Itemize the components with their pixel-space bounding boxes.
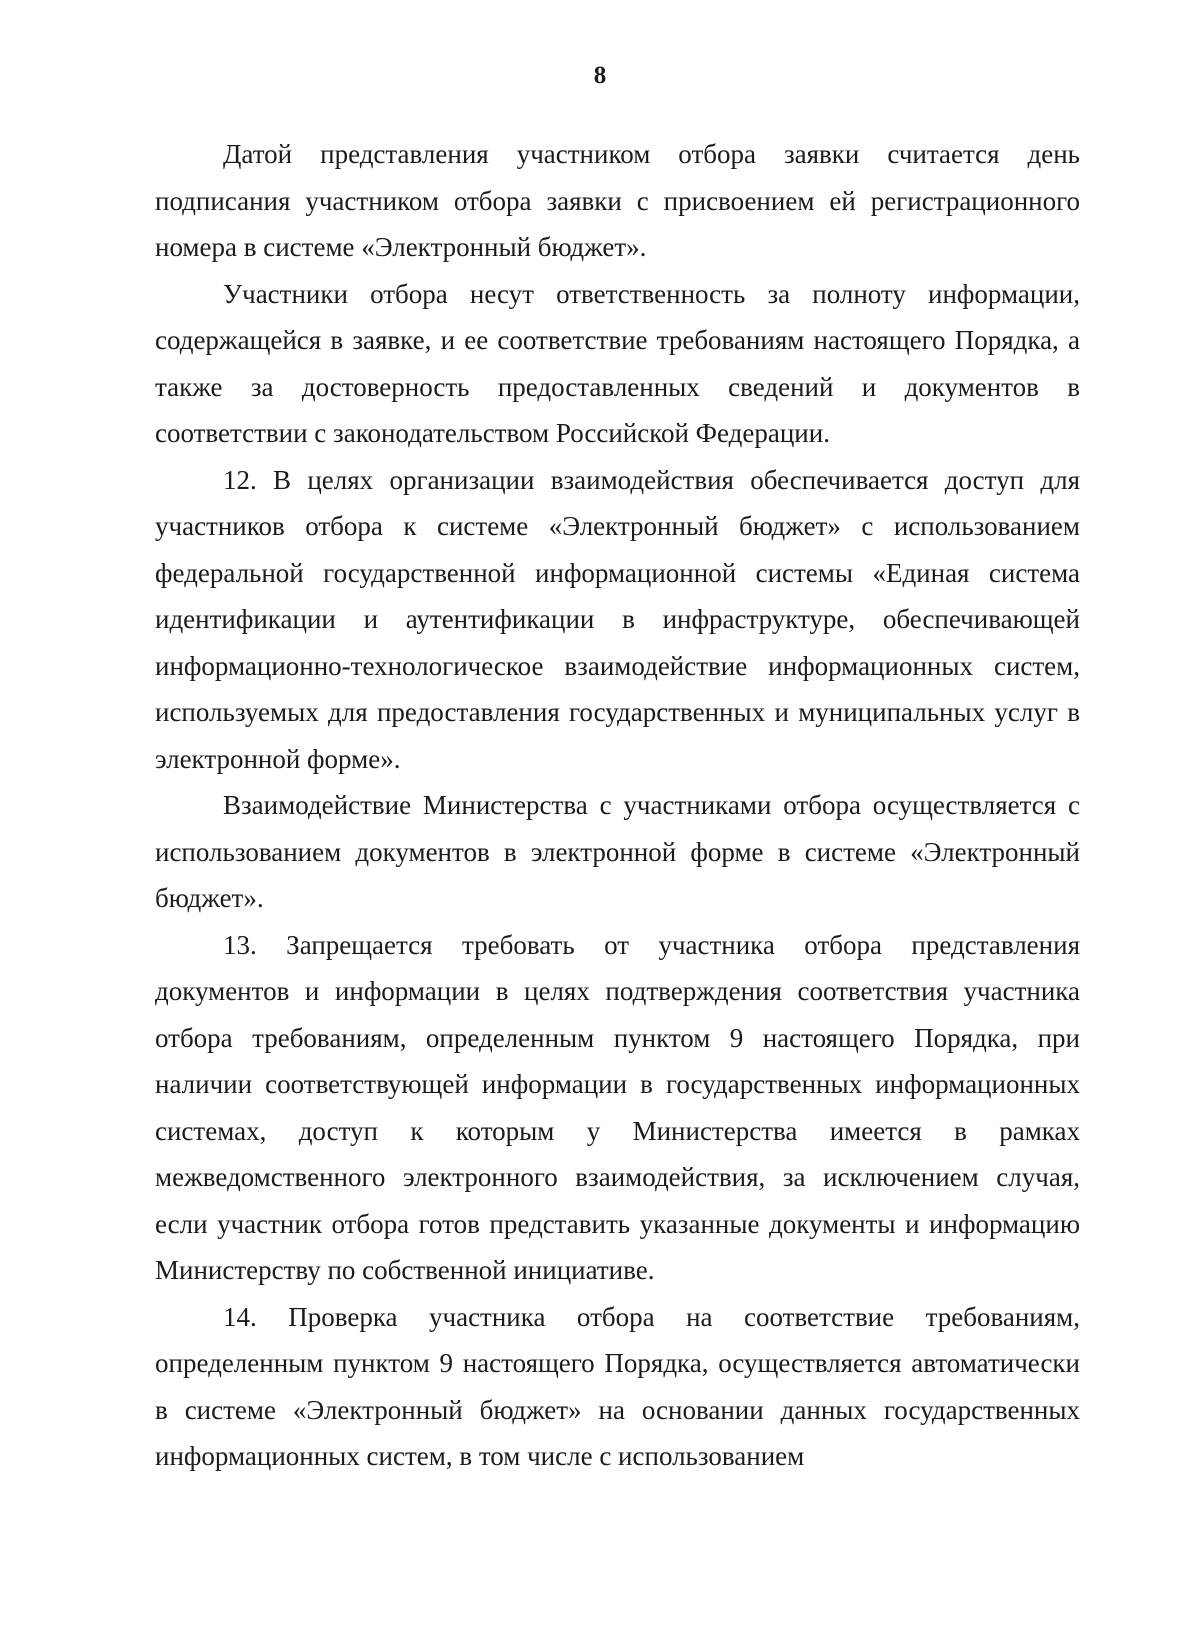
paragraph-participant-responsibility: Участники отбора несут ответственность за полноту информации, содержащейся в заявке, и ее соответствие требованиям настоящего Порядка, а также за достоверность предоставленных сведений и документов в соответствии с законодательством Российской Федерации. [155, 278, 1080, 448]
paragraph-item-12-access: 12. В целях организации взаимодействия обеспечивается доступ для участников отбора к системе «Электронный бюджет» с использованием федеральной государственной информационной системы «Единая система идентификации и аутентификации в инфраструктуре, обеспечивающей информационно-технологическое взаимодействие информационных систем, используемых для предоставления государственных и муниципальных услуг в электронной форме». [155, 464, 1080, 774]
paragraph-item-14-verification: 14. Проверка участника отбора на соответствие требованиям, определенным пунктом 9 настоящего Порядка, осуществляется автоматически в системе «Электронный бюджет» на основании данных государственных информационных систем, в том числе с использованием [155, 1301, 1080, 1471]
paragraph-submission-date: Датой представления участником отбора заявки считается день подписания участником отбора заявки с присвоением ей регистрационного номера в системе «Электронный бюджет». [155, 139, 1080, 262]
paragraph-ministry-interaction: Взаимодействие Министерства с участниками отбора осуществляется с использованием документов в электронной форме в системе «Электронный бюджет». [155, 790, 1080, 913]
document-body [155, 131, 1080, 1480]
paragraph-item-13-prohibition: 13. Запрещается требовать от участника отбора представления документов и информации в целях подтверждения соответствия участника отбора требованиям, определенным пунктом 9 настоящего Порядка, при наличии соответствующей информации в государственных информационных системах, доступ к которым у Министерства имеется в рамках межведомственного электронного взаимодействия, за исключением случая, если участник отбора готов представить указанные документы и информацию Министерству по собственной инициативе. [155, 929, 1080, 1285]
page-number: 8 [593, 62, 607, 89]
